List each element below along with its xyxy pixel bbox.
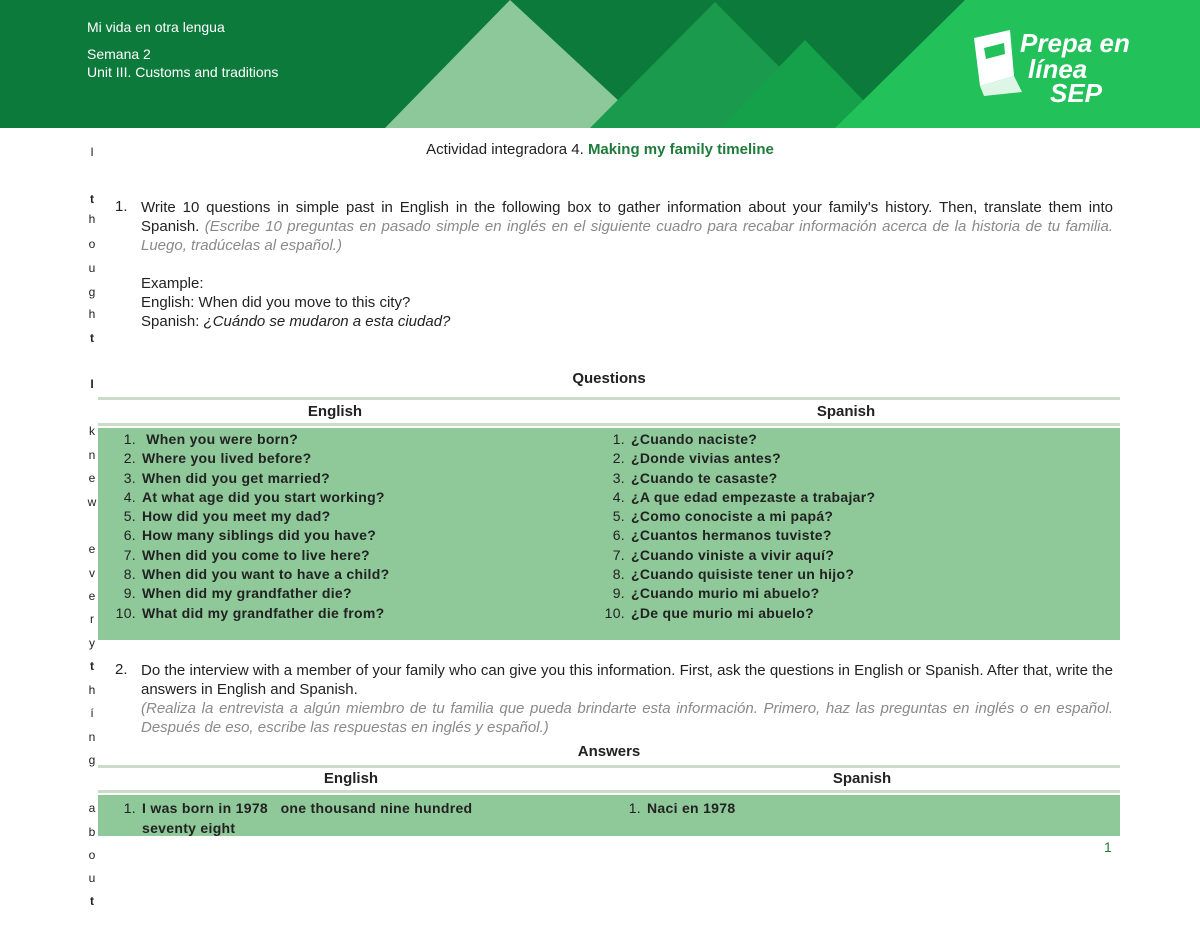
- example-spanish-row: [141, 312, 841, 331]
- side-letter: n: [88, 448, 96, 462]
- list-item: 2. Where you lived before?: [123, 450, 312, 467]
- side-letter: n: [88, 730, 96, 744]
- prepa-en-linea-logo: [970, 20, 1130, 110]
- logo-text-2: línea: [1028, 54, 1088, 84]
- course-name: Mi vida en otra lengua: [87, 19, 225, 35]
- list-item: 6. ¿Cuantos hermanos tuviste?: [612, 527, 832, 544]
- list-item: 1. Naci en 1978: [628, 800, 736, 816]
- week-label: Semana 2: [87, 46, 151, 62]
- side-letter: I: [90, 145, 94, 159]
- side-letter: u: [88, 871, 96, 885]
- example-label: Example:: [141, 275, 204, 292]
- side-letter: g: [88, 285, 96, 299]
- title-prefix: Actividad integradora 4.: [426, 141, 588, 158]
- list-item: 1. When you were born?: [123, 431, 299, 447]
- side-letter: h: [88, 212, 96, 226]
- list-item: 8. ¿Cuando quisiste tener un hijo?: [612, 566, 855, 583]
- list-item: 3. ¿Cuando te casaste?: [612, 469, 778, 486]
- questions-col-english: English: [307, 403, 363, 420]
- list-item: 4. ¿A que edad empezaste a trabajar?: [612, 488, 876, 505]
- side-letter: h: [88, 683, 96, 697]
- section2-instructions: [141, 661, 1113, 737]
- side-letter: o: [88, 237, 96, 251]
- questions-rule: [98, 397, 1120, 400]
- list-item: 1. ¿Cuando naciste?: [612, 431, 758, 447]
- questions-col-spanish: Spanish: [816, 403, 876, 420]
- list-item: 5. ¿Como conociste a mi papá?: [612, 508, 834, 525]
- list-item: 1. I was born in 1978 one thousand nine hundred: [123, 800, 473, 816]
- side-letter: y: [89, 636, 95, 650]
- english-answer: [110, 798, 472, 838]
- english-questions-list: [110, 430, 389, 623]
- title-emphasis: Making my family timeline: [587, 141, 774, 158]
- page-number: 1: [1104, 839, 1112, 855]
- answers-header-rule: [98, 790, 1120, 793]
- section1-number: 1.: [115, 198, 128, 215]
- list-item: 4. At what age did you start working?: [123, 488, 385, 505]
- side-letter: g: [88, 753, 96, 767]
- list-item: 8. When did you want to have a child?: [123, 566, 390, 583]
- section2-number: 2.: [115, 661, 128, 678]
- side-letter: b: [88, 825, 96, 839]
- side-letter: t: [90, 659, 94, 673]
- list-item-continued: seventy eight: [142, 820, 236, 836]
- side-letter: t: [90, 894, 94, 908]
- section1-instruction: Write 10 questions in simple past in English in the following box to gather information about your family's history. Then, translate them into Spanish.: [141, 199, 1113, 235]
- banner-text: [87, 18, 278, 81]
- list-item: 7. When did you come to live here?: [123, 546, 370, 563]
- side-letter: e: [88, 542, 96, 556]
- answers-col-english: English: [323, 770, 379, 787]
- section2-instruction: Do the interview with a member of your family who can give you this information. First, ask the questions in English or Spanish. After that, write the answers in English and Spanish.: [141, 662, 1113, 698]
- side-letter: w: [87, 495, 97, 509]
- answers-col-spanish: Spanish: [832, 770, 892, 787]
- side-letter: t: [90, 331, 94, 345]
- side-letter: k: [89, 424, 95, 438]
- list-item: 10. What did my grandfather die from?: [115, 604, 385, 621]
- spanish-questions-list: [599, 430, 875, 623]
- example-spanish-label: Spanish:: [141, 313, 204, 330]
- example-spanish: ¿Cuándo se mudaron a esta ciudad?: [203, 313, 451, 330]
- answers-rule: [98, 765, 1120, 768]
- section2-instruction-es: (Realiza la entrevista a algún miembro de tu familia que pueda brindarte esta información. Primero, haz las preguntas en inglés o en español. Después de eso, escribe las respuestas en inglés y español.): [141, 700, 1113, 736]
- list-item: 10. ¿De que murio mi abuelo?: [604, 604, 814, 621]
- list-item: 6. How many siblings did you have?: [123, 527, 377, 544]
- section1-instruction-es: (Escribe 10 preguntas en pasado simple en inglés en el siguiente cuadro para recabar información acerca de la historia de tu familia. Luego, tradúcelas al español.): [141, 218, 1113, 254]
- side-letter: u: [88, 261, 96, 275]
- questions-header-rule: [98, 423, 1120, 426]
- list-item: 5. How did you meet my dad?: [123, 508, 331, 525]
- logo-text-1: Prepa en: [1020, 28, 1130, 58]
- section1-instructions: [141, 198, 1113, 255]
- list-item: 9. When did my grandfather die?: [123, 585, 352, 602]
- activity-title: [0, 141, 1200, 158]
- side-letter: t: [90, 192, 94, 206]
- list-item: 7. ¿Cuando viniste a vivir aquí?: [612, 546, 835, 563]
- side-letter: e: [88, 471, 96, 485]
- side-letter: a: [88, 801, 96, 815]
- questions-heading: Questions: [572, 370, 646, 387]
- side-letter: í: [90, 706, 94, 720]
- side-letter: v: [89, 566, 95, 580]
- example-english: English: When did you move to this city?: [141, 294, 411, 311]
- side-letter: o: [88, 848, 96, 862]
- side-letter: e: [88, 589, 96, 603]
- unit-label: Unit III. Customs and traditions: [87, 64, 279, 80]
- list-item: 2. ¿Donde vivias antes?: [612, 450, 781, 467]
- side-letter: h: [88, 307, 96, 321]
- logo-text-3: SEP: [1050, 78, 1103, 108]
- spanish-answer: [615, 798, 735, 818]
- list-item: 3. When did you get married?: [123, 469, 330, 486]
- side-letter: r: [90, 612, 94, 626]
- example-block: [141, 274, 841, 331]
- list-item: 9. ¿Cuando murio mi abuelo?: [612, 585, 820, 602]
- answers-heading: Answers: [577, 743, 641, 760]
- side-letter: I: [90, 377, 94, 391]
